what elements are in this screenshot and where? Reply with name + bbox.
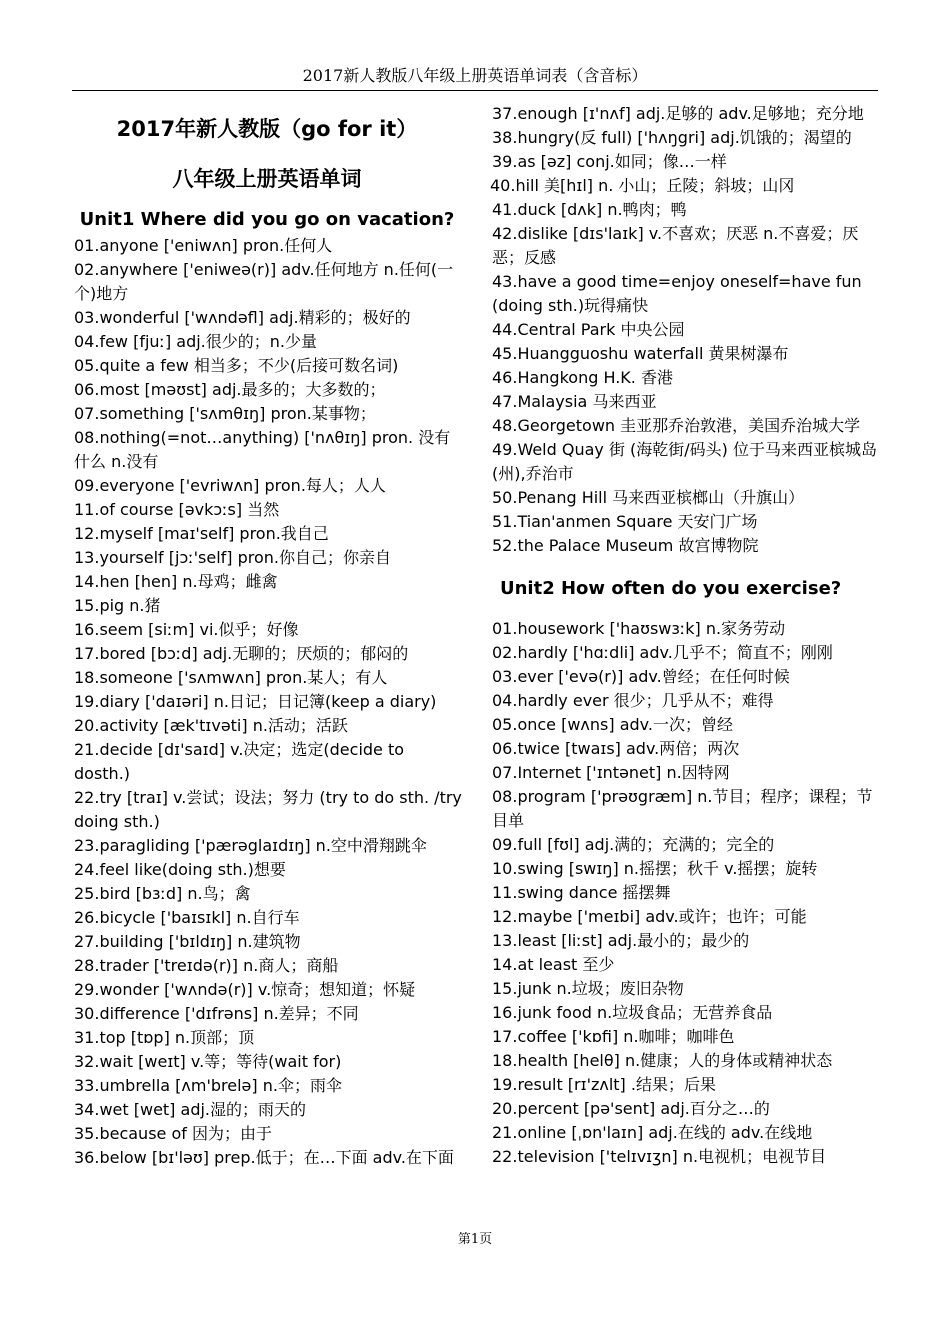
word-entry: 05.once [wʌns] adv.一次；曾经	[492, 715, 733, 734]
word-entry: 16.seem [siːm] vi.似乎；好像	[74, 620, 299, 639]
word-entry: 07.Internet ['ɪntənet] n.因特网	[492, 763, 730, 782]
word-entry: 02.anywhere ['eniweə(r)] adv.任何地方 n.任何(一个)地方	[74, 260, 454, 303]
word-entry: 17.bored [bɔːd] adj.无聊的；厌烦的；郁闷的	[74, 644, 409, 663]
word-entry: 01.housework ['haʊswɜːk] n.家务劳动	[492, 619, 786, 638]
word-entry: 33.umbrella [ʌm'brelə] n.伞；雨伞	[74, 1076, 342, 1095]
unit1-heading: Unit1 Where did you go on vacation?	[79, 209, 455, 230]
word-entry: 04.few [fjuː] adj.很少的；n.少量	[74, 332, 317, 351]
word-entry: 35.because of 因为；由于	[74, 1124, 272, 1143]
word-entry: 23.paragliding ['pærəglaɪdɪŋ] n.空中滑翔跳伞	[74, 836, 427, 855]
word-entry: 09.full [fʊl] adj.满的；充满的；完全的	[492, 835, 775, 854]
word-entry: 01.anyone ['eniwʌn] pron.任何人	[74, 236, 333, 255]
page-header: 2017新人教版八年级上册英语单词表（含音标）	[302, 66, 648, 85]
word-entry: 03.wonderful ['wʌndəfl] adj.精彩的；极好的	[74, 308, 411, 327]
left-column	[72, 110, 462, 1170]
word-entry: 30.difference ['dɪfrəns] n.差异；不同	[74, 1004, 359, 1023]
word-entry: 04.hardly ever 很少；几乎从不；难得	[492, 691, 774, 710]
document-title-line1: 2017年新人教版（go for it）	[116, 117, 418, 141]
word-entry: 06.twice [twaɪs] adv.两倍；两次	[492, 739, 740, 758]
word-entry: 43.have a good time=enjoy oneself=have fun	[492, 272, 862, 291]
word-entry: 38.hungry(反 full) ['hʌŋgri] adj.饥饿的；渴望的	[492, 128, 852, 147]
word-entry: 14.at least 至少	[492, 955, 615, 974]
word-entry: 24.feel like(doing sth.)想要	[74, 860, 286, 879]
word-entry: 18.health [helθ] n.健康；人的身体或精神状态	[492, 1051, 833, 1070]
word-entry: 19.result [rɪ'zʌlt] .结果；后果	[492, 1075, 716, 1094]
page-number: 第1页	[457, 1232, 493, 1247]
unit1-word-list	[72, 234, 462, 1170]
word-entry: 32.wait [weɪt] v.等；等待(wait for)	[74, 1052, 342, 1071]
word-entry: 42.dislike [dɪs'laɪk] v.不喜欢；厌恶 n.不喜爱；厌恶；反感	[492, 224, 859, 267]
word-entry: 36.below [bɪ'ləʊ] prep.低于；在…下面 adv.在下面	[74, 1148, 454, 1167]
word-entry: 09.everyone ['evriwʌn] pron.每人；人人	[74, 476, 386, 495]
word-entry: 27.building ['bɪldɪŋ] n.建筑物	[74, 932, 301, 951]
word-entry: 10.swing [swɪŋ] n.摇摆；秋千 v.摇摆；旋转	[492, 859, 818, 878]
word-entry: 41.duck [dʌk] n.鸭肉；鸭	[492, 200, 687, 219]
word-entry: 50.Penang Hill 马来西亚槟榔山（升旗山）	[492, 488, 805, 507]
word-entry: 25.bird [bɜːd] n.鸟；禽	[74, 884, 251, 903]
word-entry: 03.ever ['evə(r)] adv.曾经；在任何时候	[492, 667, 790, 686]
right-column	[490, 102, 882, 1169]
word-entry: 12.maybe ['meɪbi] adv.或许；也许；可能	[492, 907, 807, 926]
word-entry: 20.activity [æk'tɪvəti] n.活动；活跃	[74, 716, 348, 735]
document-title-line2: 八年级上册英语单词	[172, 167, 362, 191]
word-entry: 17.coffee ['kɒfi] n.咖啡；咖啡色	[492, 1027, 735, 1046]
word-entry: 45.Huangguoshu waterfall 黄果树瀑布	[492, 344, 789, 363]
word-entry: 44.Central Park 中央公园	[492, 320, 685, 339]
word-entry: 51.Tian'anmen Square 天安门广场	[492, 512, 758, 531]
word-entry: 28.trader ['treɪdə(r)] n.商人；商船	[74, 956, 339, 975]
word-entry: 40.hill 美[hɪl] n. 小山；丘陵；斜坡；山冈	[490, 176, 795, 195]
word-entry: 39.as [əz] conj.如同；像…一样	[492, 152, 727, 171]
word-entry: 21.decide [dɪ'saɪd] v.决定；选定(decide to dosth.)	[74, 740, 405, 783]
word-entry: (doing sth.)玩得痛快	[492, 296, 649, 315]
word-entry: 31.top [tɒp] n.顶部；顶	[74, 1028, 255, 1047]
word-entry: 02.hardly ['hɑːdli] adv.几乎不；简直不；刚刚	[492, 643, 833, 662]
word-entry: 13.yourself [jɔː'self] pron.你自己；你亲自	[74, 548, 392, 567]
word-entry: 26.bicycle ['baɪsɪkl] n.自行车	[74, 908, 300, 927]
word-entry: 14.hen [hen] n.母鸡；雌禽	[74, 572, 278, 591]
word-entry: 08.nothing(=not…anything) ['nʌθɪŋ] pron. 没有什么 n.没有	[74, 428, 451, 471]
unit1-word-list-continued	[490, 102, 882, 558]
word-entry: 15.junk n.垃圾；废旧杂物	[492, 979, 684, 998]
word-entry: 47.Malaysia 马来西亚	[492, 392, 657, 411]
word-entry: 19.diary ['daɪəri] n.日记；日记簿(keep a diary)	[74, 692, 437, 711]
word-entry: 20.percent [pə'sent] adj.百分之…的	[492, 1099, 770, 1118]
word-entry: 11.of course [əvkɔːs] 当然	[74, 500, 280, 519]
word-entry: 34.wet [wet] adj.湿的；雨天的	[74, 1100, 307, 1119]
word-entry: 06.most [məʊst] adj.最多的；大多数的；	[74, 380, 386, 399]
word-entry: 16.junk food n.垃圾食品；无营养食品	[492, 1003, 773, 1022]
word-entry: 37.enough [ɪ'nʌf] adj.足够的 adv.足够地；充分地	[492, 104, 864, 123]
word-entry: 22.try [traɪ] v.尝试；设法；努力 (try to do sth. /try doing sth.)	[74, 788, 462, 831]
unit2-word-list	[490, 617, 882, 1169]
word-entry: 18.someone ['sʌmwʌn] pron.某人；有人	[74, 668, 388, 687]
word-entry: 07.something ['sʌmθɪŋ] pron.某事物；	[74, 404, 376, 423]
word-entry: 49.Weld Quay 街 (海乾街/码头) 位于马来西亚槟城岛(州),乔治市	[492, 440, 878, 483]
word-entry: 12.myself [maɪ'self] pron.我自己	[74, 524, 329, 543]
word-entry: 08.program ['prəʊgræm] n.节目；程序；课程；节目单	[492, 787, 873, 830]
word-entry: 11.swing dance 摇摆舞	[492, 883, 671, 902]
word-entry: 22.television ['telɪvɪʒn] n.电视机；电视节目	[492, 1147, 827, 1166]
word-entry: 46.Hangkong H.K. 香港	[492, 368, 673, 387]
word-entry: 13.least [liːst] adj.最小的；最少的	[492, 931, 750, 950]
word-entry: 15.pig n.猪	[74, 596, 161, 615]
unit2-heading: Unit2 How often do you exercise?	[500, 578, 842, 599]
word-entry: 29.wonder ['wʌndə(r)] v.惊奇；想知道；怀疑	[74, 980, 416, 999]
word-entry: 21.online [ˌɒn'laɪn] adj.在线的 adv.在线地	[492, 1123, 813, 1142]
header-rule	[72, 90, 878, 91]
word-entry: 52.the Palace Museum 故宫博物院	[492, 536, 759, 555]
word-entry: 05.quite a few 相当多；不少(后接可数名词)	[74, 356, 399, 375]
word-entry: 48.Georgetown 圭亚那乔治敦港，美国乔治城大学	[492, 416, 861, 435]
